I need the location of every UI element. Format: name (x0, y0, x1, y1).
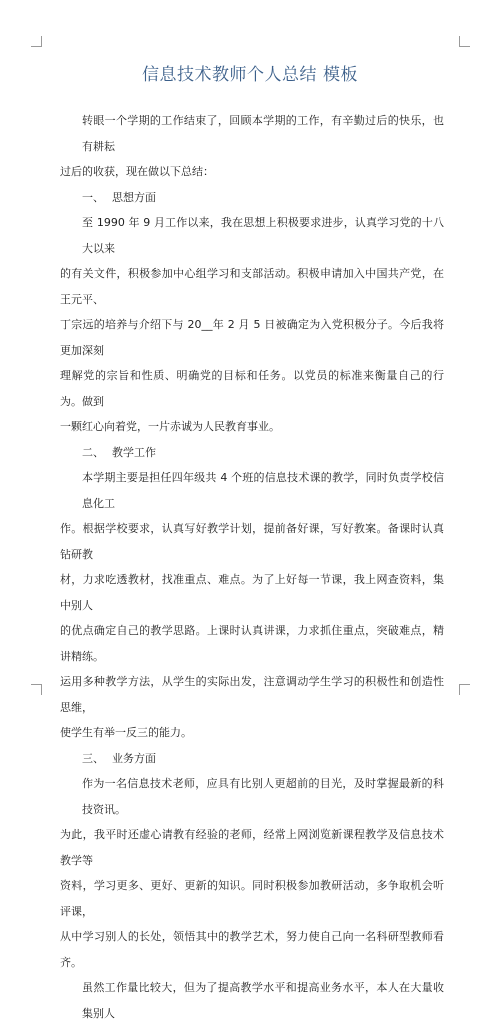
paragraph-line: 理解党的宗旨和性质、明确党的目标和任务。以党员的标准来衡量自己的行为。做到 (60, 369, 444, 408)
section-number: 二、 (82, 445, 104, 459)
section-heading (60, 440, 444, 466)
document-body (60, 108, 444, 1026)
paragraph-line: 一颗红心向着党，一片赤诚为人民教育事业。 (60, 420, 280, 433)
section-paragraph (60, 975, 444, 1026)
crop-mark-top-right (459, 36, 470, 47)
paragraph-line: 丁宗远的培养与介绍下与 20__年 2 月 5 日被确定为入党积极分子。今后我将更加深刻 (60, 318, 444, 357)
paragraph-line: 至 1990 年 9 月工作以来，我在思想上积极要求进步，认真学习党的十八大以来 (82, 216, 444, 255)
crop-mark-bottom-left (31, 684, 42, 695)
paragraph-line: 虽然工作量比较大，但为了提高教学水平和提高业务水平，本人在大量收集别人 (82, 981, 444, 1020)
paragraph-line: 资料，学习更多、更好、更新的知识。同时积极参加教研活动，多争取机会听评课， (60, 879, 444, 918)
paragraph-line: 从中学习别人的长处，领悟其中的教学艺术，努力使自己向一名科研型教师看齐。 (60, 930, 444, 969)
intro-paragraph (60, 108, 444, 185)
section-title: 业务方面 (112, 751, 156, 765)
paragraph-line: 的有关文件，积极参加中心组学习和支部活动。积极申请加入中国共产党，在王元平、 (60, 267, 444, 306)
paragraph-line: 本学期主要是担任四年级共 4 个班的信息技术课的教学，同时负责学校信息化工 (82, 471, 444, 510)
paragraph-line: 运用多种教学方法，从学生的实际出发，注意调动学生学习的积极性和创造性思维， (60, 675, 444, 714)
section-number: 三、 (82, 751, 104, 765)
section-heading (60, 185, 444, 211)
document-title: 信息技术教师个人总结 模板 (142, 65, 358, 85)
paragraph-line: 为此，我平时还虚心请教有经验的老师，经常上网浏览新课程教学及信息技术教学等 (60, 828, 444, 867)
section-paragraph (60, 771, 444, 975)
section-title: 思想方面 (112, 190, 156, 204)
crop-mark-top-left (31, 36, 42, 47)
section-paragraph (60, 465, 444, 746)
section-title: 教学工作 (112, 445, 156, 459)
paragraph-line: 材，力求吃透教材，找准重点、难点。为了上好每一节课，我上网查资料，集中别人 (60, 573, 444, 612)
paragraph-line: 作。根据学校要求，认真写好教学计划，提前备好课，写好教案。备课时认真钻研教 (60, 522, 444, 561)
paragraph-line: 作为一名信息技术老师，应具有比别人更超前的目光，及时掌握最新的科技资讯。 (82, 777, 444, 816)
paragraph-line: 的优点确定自己的教学思路。上课时认真讲课，力求抓住重点，突破难点，精讲精练。 (60, 624, 444, 663)
paragraph-line: 转眼一个学期的工作结束了，回顾本学期的工作，有辛勤过后的快乐，也有耕耘 (82, 114, 444, 153)
section-number: 一、 (82, 190, 104, 204)
section-heading (60, 746, 444, 772)
crop-mark-bottom-right (459, 684, 470, 695)
section-paragraph (60, 210, 444, 440)
paragraph-line: 使学生有举一反三的能力。 (60, 726, 192, 739)
paragraph-line: 过后的收获，现在做以下总结： (60, 165, 214, 178)
